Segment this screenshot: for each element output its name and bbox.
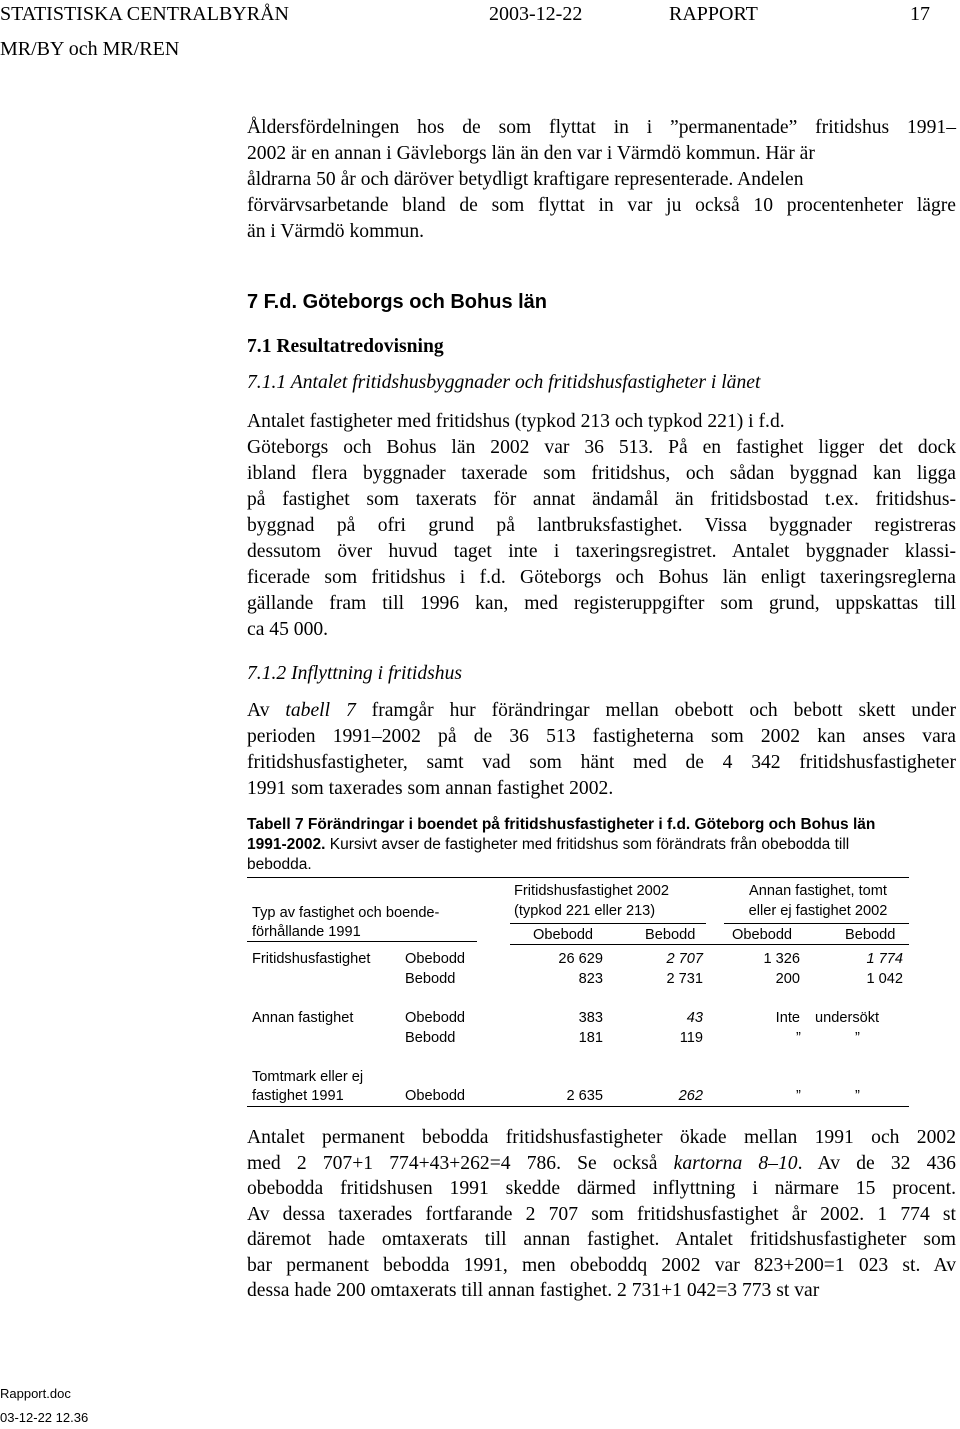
cell-value: 1 326 [763,951,800,967]
text-line: fritidshusfastigheter, samt vad som hänt med de 4 342 fritidshusfastigheter [247,752,956,773]
cell-value: ” [796,1088,801,1104]
table-caption [247,815,959,875]
cell-value: ” [855,1030,860,1046]
header-department: MR/BY och MR/REN [0,38,180,60]
text-line: Av dessa taxerades fortfarande 2 707 som fritidshusfastighet år 2002. 1 774 st [247,1203,956,1225]
text-line: Antalet permanent bebodda fritidshusfastigheter ökade mellan 1991 och 2002 [247,1127,956,1148]
cell-value: ” [796,1030,801,1046]
cell-value: 1 774 [866,951,903,967]
text-line: däremot hade omtaxerats till annan fastighet. Antalet fritidshusfastigheter som [247,1229,956,1250]
text-line: ibland flera byggnader taxerade som fritidshus, och sådan byggnad kan ligga [247,463,956,484]
group-header-fritidshus: Fritidshusfastighet 2002 [514,883,669,899]
row-label: fastighet 1991 [252,1088,344,1104]
text-line: ca 45 000. [247,619,329,640]
table-bottom-rule [247,1106,909,1107]
text-run: Av [247,700,286,721]
subsection-heading: 7.1 Resultatredovisning [247,336,444,357]
text-line: dessutom över huvud taget inte i taxeringsregistret. Antalet byggnader klassi- [247,541,956,562]
text-run: framgår hur förändringar mellan obebott och bebott skett under [355,700,956,721]
text-line: åldrarna 50 år och däröver betydligt kraftigare representerade. Andelen [247,169,804,190]
group-header-fritidshus-sub: (typkod 221 eller 213) [514,903,656,919]
cell-value: Inte [775,1010,800,1026]
row-status: Obebodd [405,951,466,967]
text-line: förvärvsarbetande bland de som flyttat in var ju också 10 procentenheter lägre [247,195,956,216]
text-line: ficerade som fritidshus i f.d. Göteborgs och Bohus län enligt taxeringsreglerna [247,567,956,588]
cell-value: ” [855,1088,860,1104]
header-org: STATISTISKA CENTRALBYRÅN [0,3,289,25]
col-header-obebodd: Obebodd [533,927,594,943]
group-header-annan: Annan fastighet, tomt [749,883,887,899]
sub1-heading: 7.1.1 Antalet fritidshusbyggnader och fritidshusfastigheter i länet [247,372,761,393]
col-header-obebodd: Obebodd [732,927,793,943]
text-line: än i Värmdö kommun. [247,221,425,242]
row-label: Fritidshusfastighet [252,951,371,967]
text-line: 1991 som taxerades som annan fastighet 2002. [247,778,614,799]
subhead-rule [510,944,909,945]
group-rule-1 [510,923,706,924]
cell-value: 262 [678,1088,703,1104]
text-line: dessa hade 200 omtaxerats till annan fastighet. 2 731+1 042=3 773 st var [247,1280,820,1301]
text-line: gällande fram till 1996 kan, med registeruppgifter som grund, uppskattas till [247,593,956,614]
text-line: byggnad på ofri grund på lantbruksfastighet. Vissa byggnader registreras [247,515,956,536]
sub2-paragraph [247,698,956,802]
col-header-bebodd: Bebodd [845,927,896,943]
cell-value: 200 [775,971,800,987]
text-line: perioden 1991–2002 på de 36 513 fastigheterna som 2002 kan anses vara [247,726,956,747]
table-reference: tabell 7 [285,700,356,721]
intro-paragraph [247,115,956,245]
header-date: 2003-12-22 [489,3,583,25]
cell-value: undersökt [815,1010,880,1026]
table-top-rule [247,877,909,878]
row-header-label: förhållande 1991 [252,924,361,940]
text-line: Göteborgs och Bohus län 2002 var 36 513. På en fastighet ligger det dock [247,437,956,458]
text-line: obebodda fritidshusen 1991 skedde därmed inflyttning i närmare 15 procent. [247,1178,956,1199]
row-header-rule [247,941,477,942]
text-line: Åldersfördelningen hos de som flyttat in i ”permanentade” fritidshus 1991– [247,117,956,138]
text-run: . Av de 32 436 [797,1152,956,1174]
cell-value: 823 [578,971,603,987]
page-number: 17 [910,3,930,25]
footer-filename: Rapport.doc [0,1386,71,1401]
caption-note-end: bebodda. [247,856,312,873]
caption-period: 1991-2002. [247,836,326,853]
row-status: Bebodd [405,971,456,987]
sub1-paragraph [247,409,956,643]
cell-value: 181 [578,1030,603,1046]
cell-value: 2 731 [666,971,703,987]
text-line: bar permanent bebodda 1991, men obeboddq 2002 var 823+200=1 023 st. Av [247,1254,956,1276]
text-line: 2002 är en annan i Gävleborgs län än den var i Värmdö kommun. Här är [247,143,815,164]
group-rule-2 [724,923,909,924]
caption-title: Tabell 7 Förändringar i boendet på fritidshusfastigheter i f.d. Göteborg och Bohus län [247,816,876,833]
text-line: på fastighet som taxerats för annat ändamål än fritidsbostad t.ex. fritidshus- [247,489,956,510]
col-header-bebodd: Bebodd [645,927,696,943]
group-header-annan-sub: eller ej fastighet 2002 [748,903,888,919]
text-line [247,698,956,724]
text-line: Antalet fastigheter med fritidshus (typkod 213 och typkod 221) i f.d. [247,411,785,432]
text-line [247,1151,956,1177]
caption-note: Kursivt avser de fastigheter med fritidshus som förändrats från obebodda till [325,836,850,853]
cell-value: 2 635 [566,1088,603,1104]
cell-value: 1 042 [866,971,903,987]
section-heading: 7 F.d. Göteborgs och Bohus län [247,291,548,313]
cell-value: 383 [578,1010,603,1026]
footer-timestamp: 03-12-22 12.36 [0,1410,89,1425]
sub2-heading: 7.1.2 Inflyttning i fritidshus [247,663,462,684]
text-run: med 2 707+1 774+43+262=4 786. Se också [247,1152,674,1174]
row-status: Obebodd [405,1088,466,1104]
cell-value: 43 [686,1010,703,1026]
row-status: Bebodd [405,1030,456,1046]
row-label: Annan fastighet [252,1010,354,1026]
row-label: Tomtmark eller ej [252,1069,364,1085]
cell-value: 119 [679,1030,703,1046]
cell-value: 2 707 [666,951,703,967]
bottom-paragraph [247,1125,956,1304]
map-reference: kartorna 8–10 [673,1152,798,1174]
row-status: Obebodd [405,1010,466,1026]
row-header-label: Typ av fastighet och boende- [252,905,440,921]
header-report-type: RAPPORT [669,3,758,25]
cell-value: 26 629 [558,951,603,967]
